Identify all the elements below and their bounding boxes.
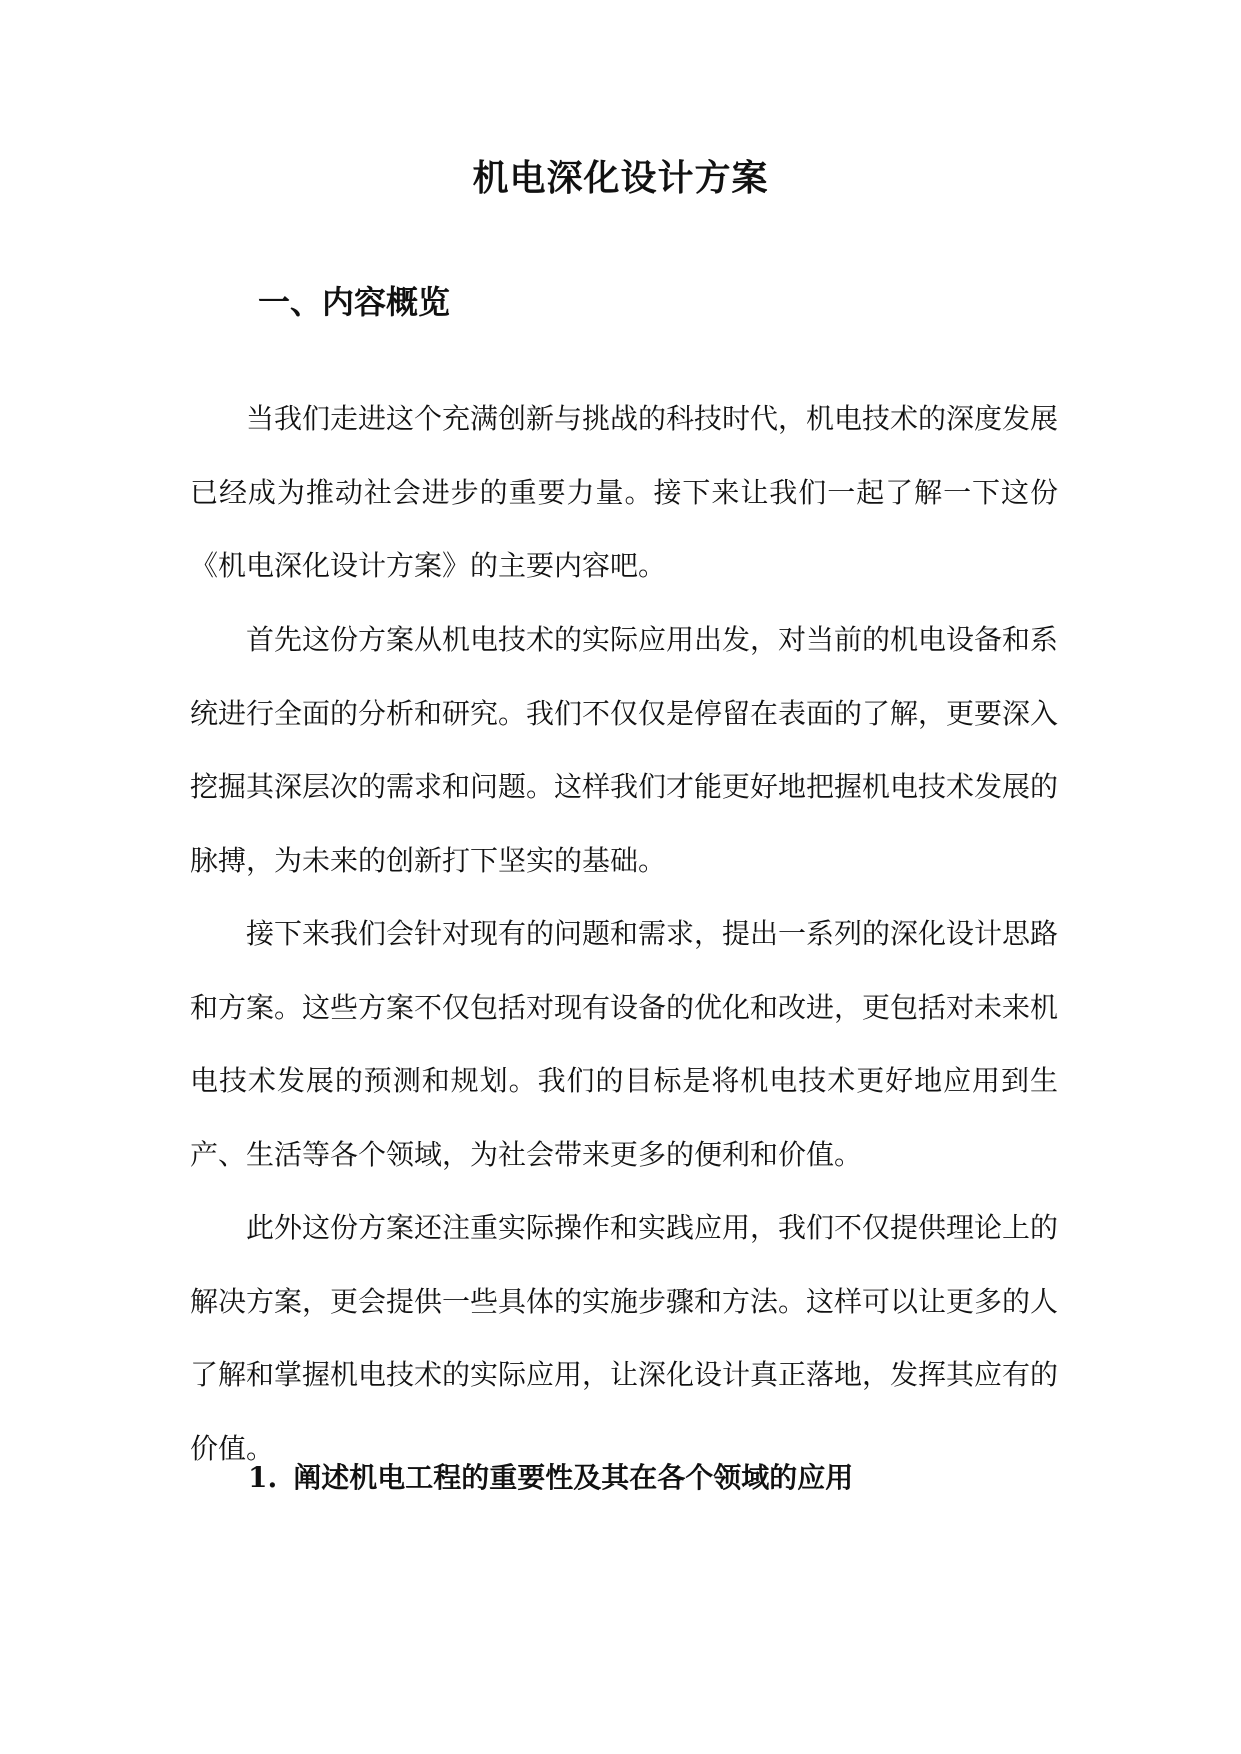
subsection-heading <box>248 1450 853 1506</box>
document-title: 机电深化设计方案 <box>472 157 769 199</box>
paragraph-1: 当我们走进这个充满创新与挑战的科技时代，机电技术的深度发展已经成为推动社会进步的重要力量。接下来让我们一起了解一下这份《机电深化设计方案》的主要内容吧。 <box>190 402 1059 582</box>
subsection-number: 1. <box>248 1461 278 1494</box>
paragraph-4: 此外这份方案还注重实际操作和实践应用，我们不仅提供理论上的解决方案，更会提供一些具体的实施步骤和方法。这样可以让更多的人了解和掌握机电技术的实际应用，让深化设计真正落地，发挥其应有的价值。 <box>190 1211 1059 1465</box>
section-heading: 一、内容概览 <box>258 283 451 321</box>
paragraph-3: 接下来我们会针对现有的问题和需求，提出一系列的深化设计思路和方案。这些方案不仅包括对现有设备的优化和改进，更包括对未来机电技术发展的预测和规划。我们的目标是将机电技术更好地应用到生产、生活等各个领域，为社会带来更多的便利和价值。 <box>190 917 1059 1171</box>
paragraph-2: 首先这份方案从机电技术的实际应用出发，对当前的机电设备和系统进行全面的分析和研究。我们不仅仅是停留在表面的了解，更要深入挖掘其深层次的需求和问题。这样我们才能更好地把握机电技术发展的脉搏，为未来的创新打下坚实的基础。 <box>190 623 1059 877</box>
subsection-title: 阐述机电工程的重要性及其在各个领域的应用 <box>293 1461 854 1494</box>
